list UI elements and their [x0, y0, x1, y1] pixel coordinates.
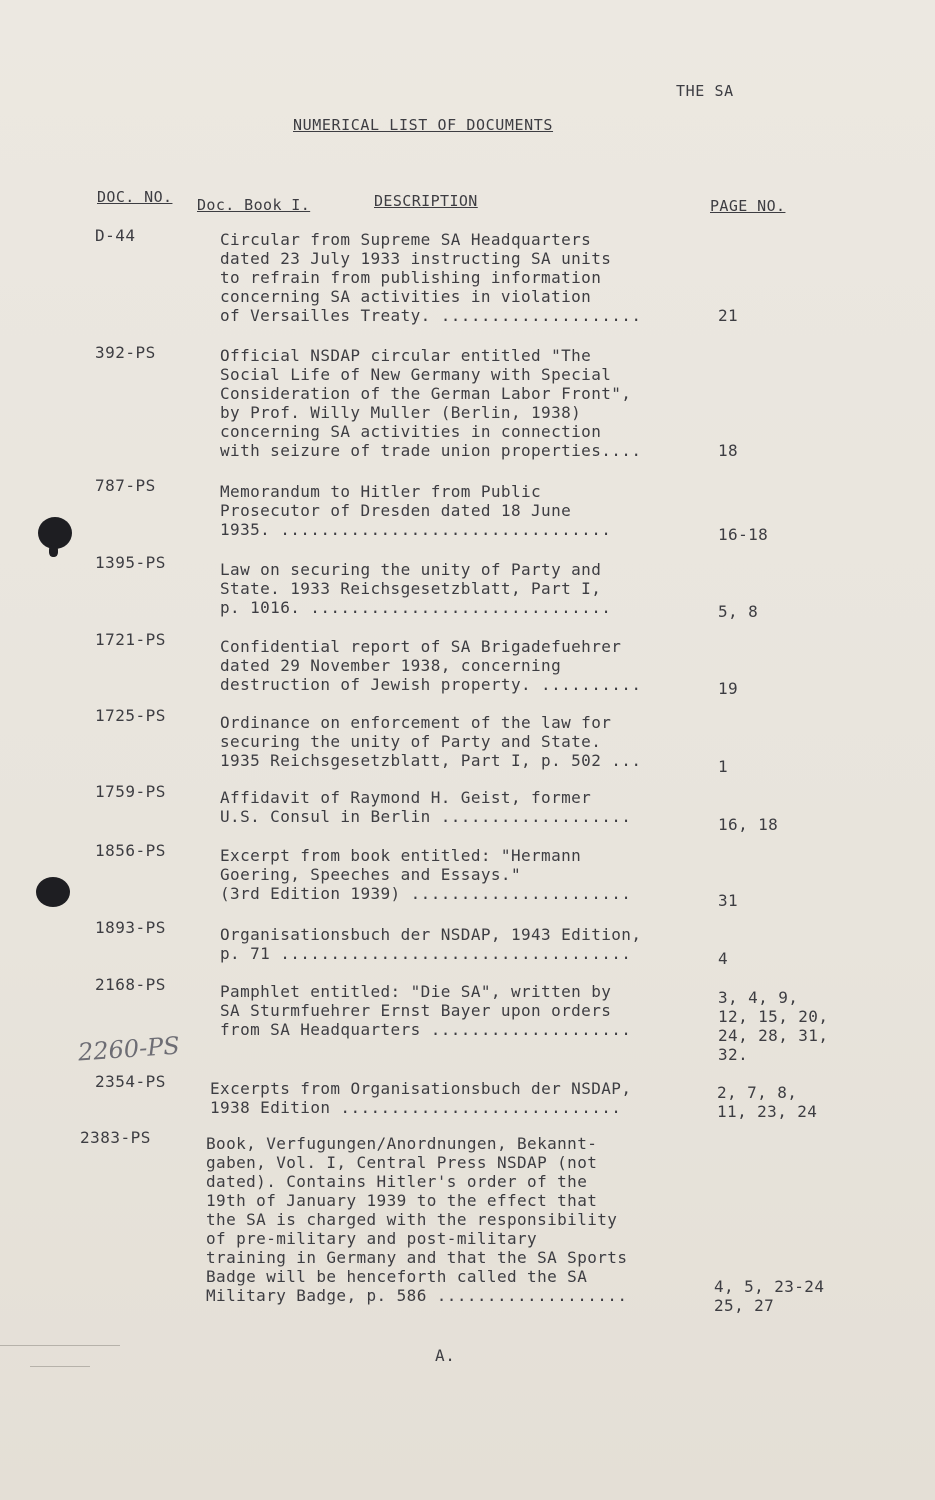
- page-numbers-2354-ps: 2, 7, 8, 11, 23, 24: [717, 1083, 818, 1121]
- page-numbers-1759-ps: 16, 18: [718, 815, 779, 834]
- doc-number-1893-ps: 1893-PS: [95, 918, 166, 937]
- page-numbers-1725-ps: 1: [718, 757, 729, 776]
- description-1721-ps: Confidential report of SA Brigadefuehrer dated 29 November 1938, concerning destruction of Jewish property. ..........: [220, 637, 642, 694]
- page-numbers-1893-ps: 4: [718, 949, 729, 968]
- description-1893-ps: Organisationsbuch der NSDAP, 1943 Edition, p. 71 ...................................: [220, 925, 642, 963]
- col-header-doc-book: Doc. Book I.: [197, 196, 311, 214]
- fold-line: [30, 1366, 90, 1367]
- header-label: THE SA: [676, 82, 734, 100]
- doc-number-787-ps: 787-PS: [95, 476, 156, 495]
- description-2383-ps: Book, Verfugungen/Anordnungen, Bekannt- gaben, Vol. I, Central Press NSDAP (not dated). Contains Hitler's order of the 19th of January 1939 to the effect that the SA is charged with the responsibility of pre-military and post-military training in Germany and that the SA Sports Badge will be henceforth called the SA Military Badge, p. 586 ...................: [206, 1134, 628, 1305]
- doc-number-2168-ps: 2168-PS: [95, 975, 166, 994]
- doc-number-392-ps: 392-PS: [95, 343, 156, 362]
- page-numbers-1721-ps: 19: [718, 679, 739, 698]
- page-numbers-2383-ps: 4, 5, 23-24 25, 27: [714, 1277, 825, 1315]
- doc-number-1856-ps: 1856-PS: [95, 841, 166, 860]
- page-numbers-392-ps: 18: [718, 441, 739, 460]
- handwritten-annotation: 2260-PS: [77, 1031, 181, 1067]
- doc-number-1395-ps: 1395-PS: [95, 553, 166, 572]
- page-numbers-2168-ps: 3, 4, 9, 12, 15, 20, 24, 28, 31, 32.: [718, 988, 829, 1064]
- description-787-ps: Memorandum to Hitler from Public Prosecutor of Dresden dated 18 June 1935. .................................: [220, 482, 612, 539]
- doc-number-d-44: D-44: [95, 226, 136, 245]
- page-numbers-787-ps: 16-18: [718, 525, 769, 544]
- page-footer: A.: [435, 1346, 456, 1365]
- doc-number-1759-ps: 1759-PS: [95, 782, 166, 801]
- fold-line: [0, 1345, 120, 1346]
- col-header-page-no: PAGE NO.: [710, 197, 786, 215]
- doc-number-2383-ps: 2383-PS: [80, 1128, 151, 1147]
- doc-number-2354-ps: 2354-PS: [95, 1072, 166, 1091]
- page-title: NUMERICAL LIST OF DOCUMENTS: [293, 116, 554, 134]
- col-header-description: DESCRIPTION: [374, 192, 478, 210]
- page-numbers-d-44: 21: [718, 306, 739, 325]
- description-2354-ps: Excerpts from Organisationsbuch der NSDAP, 1938 Edition ............................: [210, 1079, 632, 1117]
- description-1725-ps: Ordinance on enforcement of the law for securing the unity of Party and State. 1935 Reichsgesetzblatt, Part I, p. 502 ...: [220, 713, 642, 770]
- page-numbers-1856-ps: 31: [718, 891, 739, 910]
- doc-number-1725-ps: 1725-PS: [95, 706, 166, 725]
- description-1856-ps: Excerpt from book entitled: "Hermann Goering, Speeches and Essays." (3rd Edition 1939) ......................: [220, 846, 632, 903]
- col-header-doc-no: DOC. NO.: [97, 188, 173, 206]
- page-numbers-1395-ps: 5, 8: [718, 602, 759, 621]
- description-1395-ps: Law on securing the unity of Party and State. 1933 Reichsgesetzblatt, Part I, p. 1016. ..............................: [220, 560, 612, 617]
- description-392-ps: Official NSDAP circular entitled "The Social Life of New Germany with Special Consideration of the German Labor Front", by Prof. Willy Muller (Berlin, 1938) concerning SA activities in connection with seizure of trade union properties....: [220, 346, 642, 460]
- description-2168-ps: Pamphlet entitled: "Die SA", written by SA Sturmfuehrer Ernst Bayer upon orders from SA Headquarters ....................: [220, 982, 632, 1039]
- description-1759-ps: Affidavit of Raymond H. Geist, former U.S. Consul in Berlin ...................: [220, 788, 632, 826]
- doc-number-1721-ps: 1721-PS: [95, 630, 166, 649]
- punch-hole-stem: [49, 545, 58, 557]
- punch-hole-bottom: [36, 877, 70, 907]
- description-d-44: Circular from Supreme SA Headquarters dated 23 July 1933 instructing SA units to refrain from publishing information concerning SA activities in violation of Versailles Treaty. ....................: [220, 230, 642, 325]
